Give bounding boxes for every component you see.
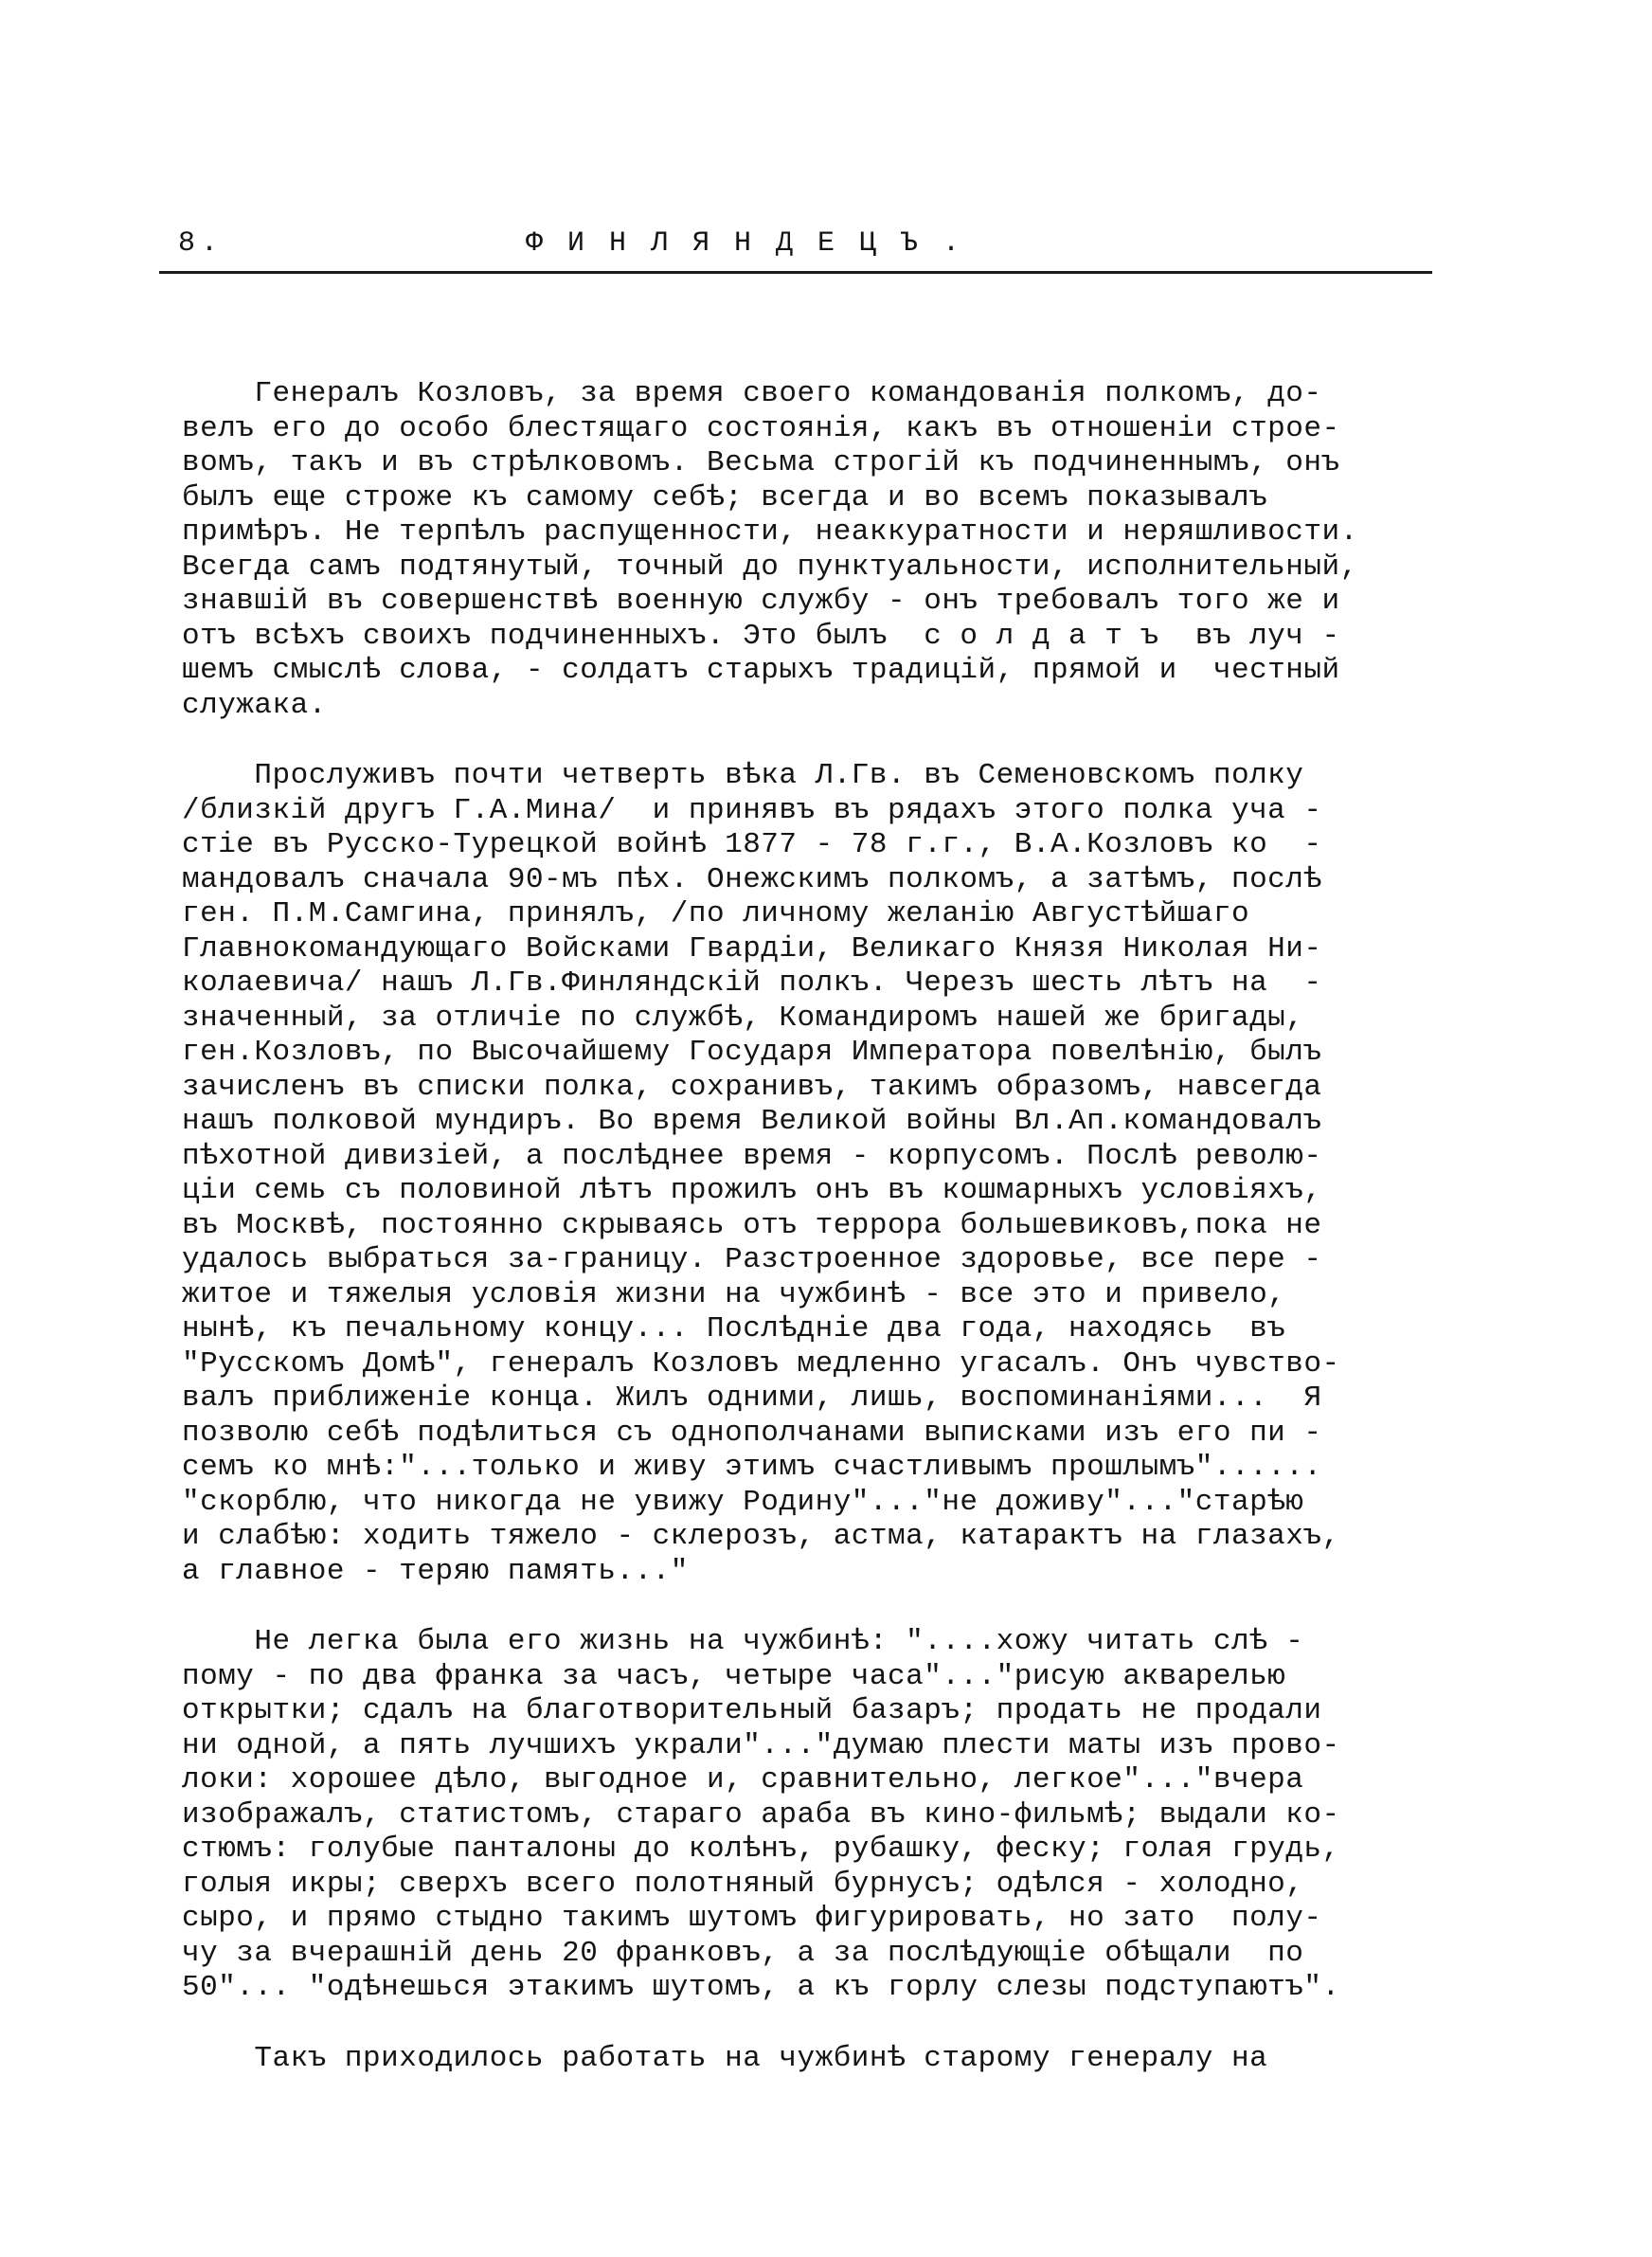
text-line: отъ всѣхъ своихъ подчиненныхъ. Это былъ с о л д а т ъ въ луч -: [182, 619, 1340, 653]
text-line: былъ еще строже къ самому себѣ; всегда и во всемъ показывалъ: [182, 480, 1268, 515]
text-line: знавшій въ совершенствѣ военную службу - онъ требовалъ того же и: [182, 585, 1340, 618]
text-line: изображалъ, статистомъ, стараго араба въ кино-фильмѣ; выдали ко-: [182, 1797, 1340, 1832]
text-line: "Русскомъ Домѣ", генералъ Козловъ медленно угасалъ. Онъ чувство-: [182, 1346, 1340, 1381]
text-line: 50"... "одѣнешься этакимъ шутомъ, а къ горлу слезы подступаютъ".: [182, 1971, 1340, 2004]
text-line: велъ его до особо блестящаго состоянія, какъ въ отношеніи строе-: [182, 411, 1340, 445]
running-title: Ф И Н Л Я Н Д Е Ц Ъ .: [526, 227, 964, 260]
text-line: локи: хорошее дѣло, выгодное и, сравнительно, легкое"..."вчера: [182, 1763, 1304, 1797]
text-line: вомъ, такъ и въ стрѣлковомъ. Весьма строгій къ подчиненнымъ, онъ: [182, 446, 1340, 479]
text-line: Такъ приходилось работать на чужбинѣ старому генералу на: [182, 2041, 1268, 2075]
page-number: 8.: [178, 227, 224, 260]
text-line: ген.Козловъ, по Высочайшему Государя Императора повелѣнію, былъ: [182, 1036, 1322, 1069]
text-line: сыро, и прямо стыдно такимъ шутомъ фигурировать, но зато полу-: [182, 1902, 1322, 1935]
paragraph-4: [182, 2042, 1508, 2077]
text-line: ціи семь съ половиной лѣтъ прожилъ онъ въ кошмарныхъ условіяхъ,: [182, 1174, 1322, 1207]
paragraph-gap: [182, 1589, 1508, 1625]
header-rule: [159, 271, 1432, 274]
text-line: житое и тяжелыя условія жизни на чужбинѣ - все это и привело,: [182, 1277, 1286, 1311]
text-line: "скорблю, что никогда не увижу Родину"..."не доживу"..."старѣю: [182, 1485, 1304, 1519]
text-line: нашъ полковой мундиръ. Во время Великой войны Вл.Ап.командовалъ: [182, 1105, 1322, 1138]
paragraph-gap: [182, 2006, 1508, 2042]
text-line: чу за вчерашній день 20 франковъ, а за послѣдующіе обѣщали по: [182, 1936, 1304, 1970]
text-line: а главное - теряю память...": [182, 1554, 689, 1588]
text-line: стюмъ: голубые панталоны до колѣнъ, рубашку, феску; голая грудь,: [182, 1833, 1340, 1866]
paragraph-gap: [182, 723, 1508, 759]
paragraph-1: [182, 377, 1508, 723]
text-line: ген. П.М.Самгина, принялъ, /по личному желанію Августѣйшаго: [182, 897, 1250, 930]
text-line: позволю себѣ подѣлиться съ однополчанами выписками изъ его пи -: [182, 1416, 1322, 1450]
text-line: зачисленъ въ списки полка, сохранивъ, такимъ образомъ, навсегда: [182, 1070, 1322, 1104]
article-body: [182, 377, 1508, 2076]
text-line: въ Москвѣ, постоянно скрываясь отъ террора большевиковъ,пока не: [182, 1208, 1322, 1242]
text-line: открытки; сдалъ на благотворительный базаръ; продать не продали: [182, 1694, 1322, 1727]
page-header: [178, 227, 1430, 273]
text-line: голыя икры; сверхъ всего полотняный бурнусъ; одѣлся - холодно,: [182, 1867, 1304, 1901]
text-line: /близкій другъ Г.А.Мина/ и принявъ въ рядахъ этого полка уча -: [182, 793, 1322, 827]
paragraph-2: [182, 759, 1508, 1589]
text-line: значенный, за отличіе по службѣ, Командиромъ нашей же бригады,: [182, 1001, 1304, 1035]
text-line: мандовалъ сначала 90-мъ пѣх. Онежскимъ полкомъ, а затѣмъ, послѣ: [182, 862, 1322, 896]
text-line: валъ приближеніе конца. Жилъ одними, лишь, воспоминаніями... Я: [182, 1381, 1322, 1415]
text-line: нынѣ, къ печальному концу... Послѣдніе два года, находясь въ: [182, 1312, 1286, 1345]
text-line: Прослуживъ почти четверть вѣка Л.Гв. въ Семеновскомъ полку: [182, 759, 1304, 792]
text-line: удалось выбраться за-границу. Разстроенное здоровье, все пере -: [182, 1243, 1322, 1276]
text-line: примѣръ. Не терпѣлъ распущенности, неаккуратности и неряшливости.: [182, 515, 1358, 549]
text-line: Всегда самъ подтянутый, точный до пунктуальности, исполнительный,: [182, 550, 1358, 584]
paragraph-3: [182, 1625, 1508, 2006]
text-line: ни одной, а пять лучшихъ украли"..."думаю плести маты изъ прово-: [182, 1728, 1340, 1762]
text-line: стіе въ Русско-Турецкой войнѣ 1877 - 78 г.г., В.А.Козловъ ко -: [182, 828, 1322, 861]
text-line: семъ ко мнѣ:"...только и живу этимъ счастливымъ прошлымъ"......: [182, 1451, 1322, 1484]
text-line: пому - по два франка за часъ, четыре часа"..."рисую акварелью: [182, 1659, 1286, 1693]
text-line: служака.: [182, 688, 327, 722]
text-line: пѣхотной дивизіей, а послѣднее время - корпусомъ. Послѣ револю-: [182, 1139, 1322, 1173]
text-line: и слабѣю: ходить тяжело - склерозъ, астма, катарактъ на глазахъ,: [182, 1520, 1340, 1553]
text-line: Генералъ Козловъ, за время своего командованія полкомъ, до-: [182, 377, 1322, 410]
text-line: шемъ смыслѣ слова, - солдатъ старыхъ традицій, прямой и честный: [182, 654, 1340, 687]
text-line: Не легка была его жизнь на чужбинѣ: "....хожу читать слѣ -: [182, 1625, 1304, 1658]
text-line: Главнокомандующаго Войсками Гвардіи, Великаго Князя Николая Ни-: [182, 931, 1322, 966]
text-line: колаевича/ нашъ Л.Гв.Финляндскій полкъ. Черезъ шесть лѣтъ на -: [182, 966, 1322, 1000]
